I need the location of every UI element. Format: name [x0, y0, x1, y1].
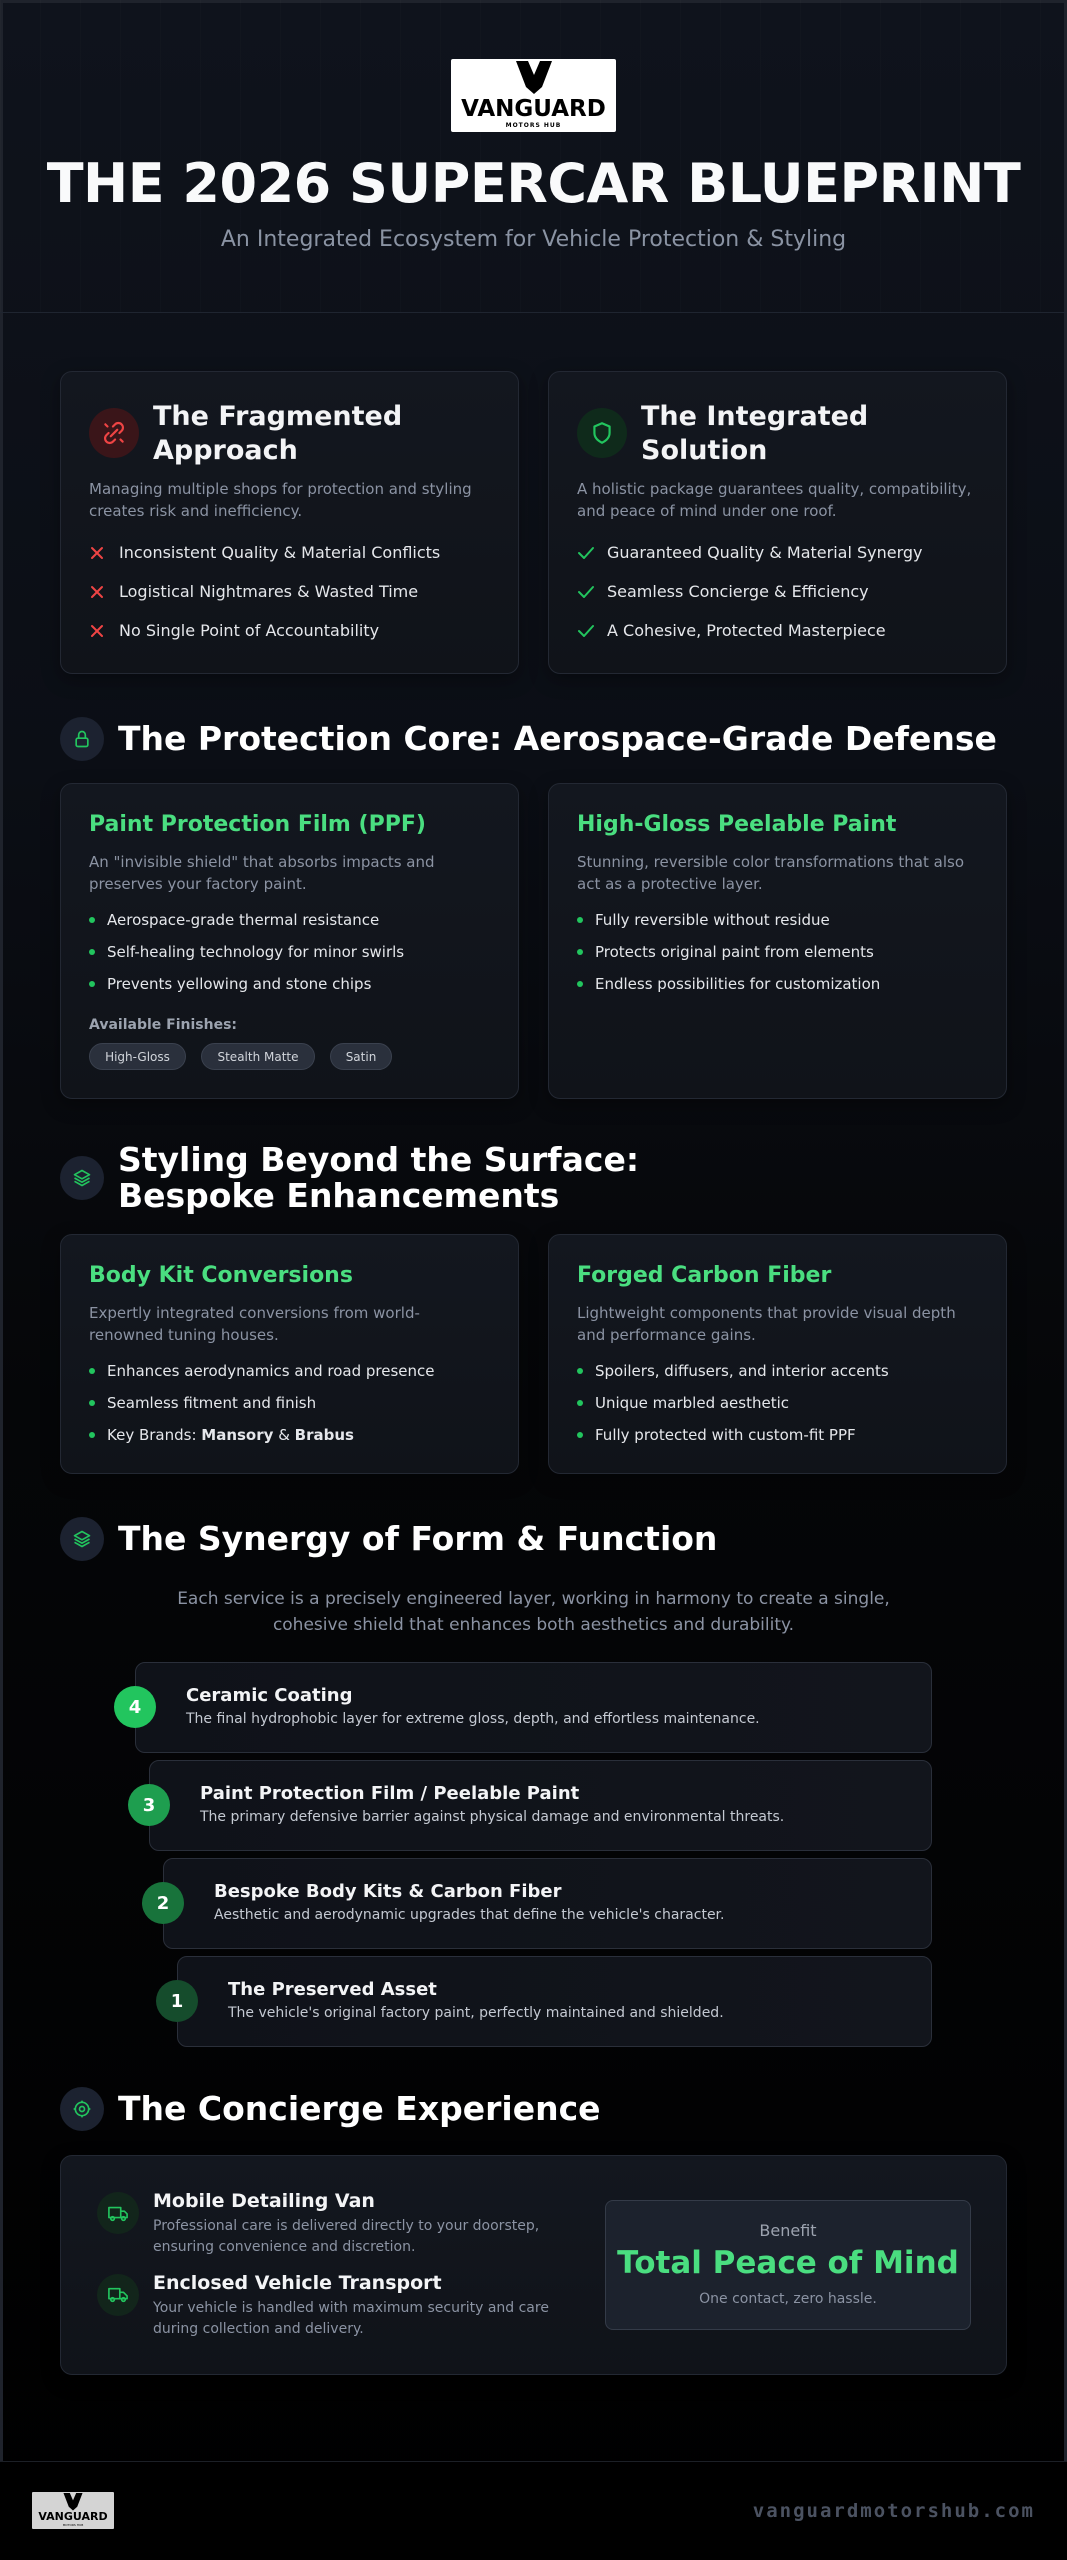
bullet-dot	[577, 1368, 583, 1374]
bodykit-bullet	[89, 1394, 316, 1412]
check-mark-icon	[577, 623, 607, 639]
carbon-title: Forged Carbon Fiber	[577, 1263, 832, 1288]
layer-description: The primary defensive barrier against physical damage and environmental threats.	[200, 1809, 785, 1825]
finish-option-high-gloss[interactable]: High-Gloss	[89, 1043, 186, 1070]
fragmented-item	[89, 621, 379, 640]
bullet-dot	[89, 981, 95, 987]
peelable-bullet	[577, 943, 874, 961]
bullet-dot	[89, 917, 95, 923]
truck-icon	[97, 2274, 139, 2316]
page-footer	[0, 2461, 1067, 2560]
ppf-title: Paint Protection Film (PPF)	[89, 812, 426, 837]
van-icon	[97, 2192, 139, 2234]
peelable-paint-card	[548, 783, 1007, 1099]
bullet-dot	[577, 1432, 583, 1438]
bullet-dot	[89, 949, 95, 955]
lock-icon	[60, 717, 104, 761]
layer-number-badge: 2	[142, 1882, 184, 1924]
concierge-item-title: Enclosed Vehicle Transport	[153, 2272, 442, 2294]
peelable-bullet	[577, 975, 880, 993]
styling-section-heading	[60, 1142, 798, 1214]
concierge-item-title: Mobile Detailing Van	[153, 2190, 375, 2212]
body-kit-card	[60, 1234, 519, 1474]
integrated-title: The Integrated Solution	[641, 401, 869, 466]
layer-title: Ceramic Coating	[186, 1685, 353, 1706]
ppf-description: An "invisible shield" that absorbs impacts and preserves your factory paint.	[89, 853, 435, 893]
layer-4-ceramic-coating[interactable]	[135, 1662, 932, 1753]
fragmented-item-label: Inconsistent Quality & Material Conflicts	[119, 543, 441, 562]
fragmented-item-label: Logistical Nightmares & Wasted Time	[119, 582, 419, 601]
ppf-card	[60, 783, 519, 1099]
brand-brabus: Brabus	[294, 1426, 354, 1444]
benefit-caption: One contact, zero hassle.	[699, 2291, 877, 2307]
logo-subtext: MOTORS HUB	[505, 122, 562, 129]
integrated-item-label: Guaranteed Quality & Material Synergy	[607, 543, 923, 562]
ppf-bullet-label: Aerospace-grade thermal resistance	[107, 911, 380, 929]
settings-icon	[60, 2087, 104, 2131]
layers-icon	[60, 1517, 104, 1561]
carbon-description: Lightweight components that provide visual depth and performance gains.	[577, 1304, 956, 1344]
bodykit-brands-bullet	[89, 1426, 354, 1444]
carbon-bullet	[577, 1362, 889, 1380]
x-mark-icon	[89, 584, 119, 600]
ppf-bullet-label: Prevents yellowing and stone chips	[107, 975, 372, 993]
bodykit-title: Body Kit Conversions	[89, 1263, 353, 1288]
carbon-bullet	[577, 1426, 856, 1444]
bullet-dot	[577, 981, 583, 987]
peelable-bullet-label: Protects original paint from elements	[595, 943, 874, 961]
logo-emblem-icon	[514, 61, 554, 95]
concierge-section-heading	[60, 2087, 601, 2131]
concierge-item-description: Professional care is delivered directly to your doorstep, ensuring convenience and discretion.	[153, 2218, 540, 2255]
layer-title: Bespoke Body Kits & Carbon Fiber	[214, 1881, 562, 1902]
fragmented-approach-card	[60, 371, 519, 674]
layer-3-ppf-peelable[interactable]	[149, 1760, 932, 1851]
page-subtitle: An Integrated Ecosystem for Vehicle Protection & Styling	[220, 227, 847, 252]
layers-icon	[60, 1156, 104, 1200]
bullet-dot	[89, 1368, 95, 1374]
x-mark-icon	[89, 545, 119, 561]
footer-logo-wordmark: VANGUARD	[38, 2510, 108, 2523]
carbon-bullet-label: Spoilers, diffusers, and interior accents	[595, 1362, 889, 1380]
integrated-solution-card	[548, 371, 1007, 674]
finishes-label: Available Finishes:	[89, 1017, 237, 1033]
synergy-section-heading	[60, 1517, 717, 1561]
layer-number-badge: 1	[156, 1980, 198, 2022]
integrated-item	[577, 621, 886, 640]
synergy-section-title: The Synergy of Form & Function	[118, 1519, 718, 1558]
integrated-item	[577, 582, 869, 601]
fragmented-description: Managing multiple shops for protection and styling creates risk and inefficiency.	[89, 480, 472, 520]
peelable-title: High-Gloss Peelable Paint	[577, 812, 897, 837]
ppf-bullet	[89, 975, 371, 993]
layer-number-badge: 4	[114, 1686, 156, 1728]
integrated-description: A holistic package guarantees quality, compatibility, and peace of mind under one roof.	[577, 480, 972, 520]
logo-emblem-icon	[62, 2493, 84, 2511]
benefit-box	[605, 2200, 971, 2330]
bullet-dot	[577, 1400, 583, 1406]
integrated-item-label: A Cohesive, Protected Masterpiece	[607, 621, 886, 640]
peelable-bullet-label: Fully reversible without residue	[595, 911, 830, 929]
carbon-fiber-card	[548, 1234, 1007, 1474]
fragmented-item-label: No Single Point of Accountability	[119, 621, 380, 640]
website-link[interactable]: vanguardmotorshub.com	[752, 2500, 1035, 2522]
bodykit-bullet-label: Seamless fitment and finish	[107, 1394, 317, 1412]
ppf-bullet	[89, 911, 379, 929]
benefit-label: Benefit	[759, 2221, 817, 2240]
layer-description: The final hydrophobic layer for extreme gloss, depth, and effortless maintenance.	[186, 1711, 760, 1727]
styling-section-title: Styling Beyond the Surface: Bespoke Enhancements	[118, 1140, 640, 1215]
fragmented-item	[89, 543, 440, 562]
layer-title: Paint Protection Film / Peelable Paint	[200, 1783, 580, 1804]
footer-logo-subtext: MOTORS HUB	[62, 2523, 84, 2527]
bullet-dot	[577, 949, 583, 955]
peelable-bullet-label: Endless possibilities for customization	[595, 975, 881, 993]
bullet-dot	[577, 917, 583, 923]
page-title: THE 2026 SUPERCAR BLUEPRINT	[46, 152, 1021, 215]
check-mark-icon	[577, 545, 607, 561]
page-header	[0, 0, 1067, 313]
concierge-section-title: The Concierge Experience	[118, 2089, 601, 2128]
layer-description: Aesthetic and aerodynamic upgrades that define the vehicle's character.	[214, 1907, 725, 1923]
carbon-bullet	[577, 1394, 789, 1412]
brands-joiner: &	[273, 1426, 295, 1444]
layer-2-body-kits[interactable]	[163, 1858, 932, 1949]
layer-description: The vehicle's original factory paint, perfectly maintained and shielded.	[228, 2005, 724, 2021]
concierge-card	[60, 2155, 1007, 2375]
broken-link-icon	[89, 408, 139, 458]
bodykit-bullet	[89, 1362, 435, 1380]
integrated-item-label: Seamless Concierge & Efficiency	[607, 582, 869, 601]
finish-option-stealth-matte[interactable]: Stealth Matte	[201, 1043, 315, 1070]
brand-mansory: Mansory	[201, 1426, 274, 1444]
carbon-bullet-label: Unique marbled aesthetic	[595, 1394, 790, 1412]
fragmented-item	[89, 582, 418, 601]
peelable-bullet	[577, 911, 830, 929]
check-mark-icon	[577, 584, 607, 600]
protection-section-title: The Protection Core: Aerospace-Grade Defense	[118, 719, 997, 758]
logo-wordmark: VANGUARD	[461, 96, 606, 122]
brands-prefix: Key Brands:	[107, 1426, 202, 1444]
protection-section-heading	[60, 717, 997, 761]
layer-title: The Preserved Asset	[228, 1979, 437, 2000]
concierge-item-description: Your vehicle is handled with maximum security and care during collection and delivery.	[153, 2300, 549, 2337]
footer-logo[interactable]	[32, 2492, 114, 2529]
carbon-bullet-label: Fully protected with custom-fit PPF	[595, 1426, 856, 1444]
finish-option-satin[interactable]: Satin	[330, 1043, 392, 1070]
ppf-bullet	[89, 943, 404, 961]
bullet-dot	[89, 1400, 95, 1406]
bodykit-description: Expertly integrated conversions from world-renowned tuning houses.	[89, 1304, 420, 1344]
synergy-intro: Each service is a precisely engineered layer, working in harmony to create a single, cohesive shield that enhances both aesthetics and durability.	[177, 1589, 890, 1635]
vanguard-logo[interactable]	[451, 59, 616, 132]
x-mark-icon	[89, 623, 119, 639]
bodykit-bullet-label: Enhances aerodynamics and road presence	[107, 1362, 435, 1380]
fragmented-title: The Fragmented Approach	[153, 401, 403, 466]
ppf-bullet-label: Self-healing technology for minor swirls	[107, 943, 405, 961]
peelable-description: Stunning, reversible color transformations that also act as a protective layer.	[577, 853, 964, 893]
shield-icon	[577, 408, 627, 458]
layer-1-preserved-asset[interactable]	[177, 1956, 932, 2047]
layer-number-badge: 3	[128, 1784, 170, 1826]
bullet-dot	[89, 1432, 95, 1438]
benefit-value: Total Peace of Mind	[617, 2245, 959, 2281]
integrated-item	[577, 543, 923, 562]
